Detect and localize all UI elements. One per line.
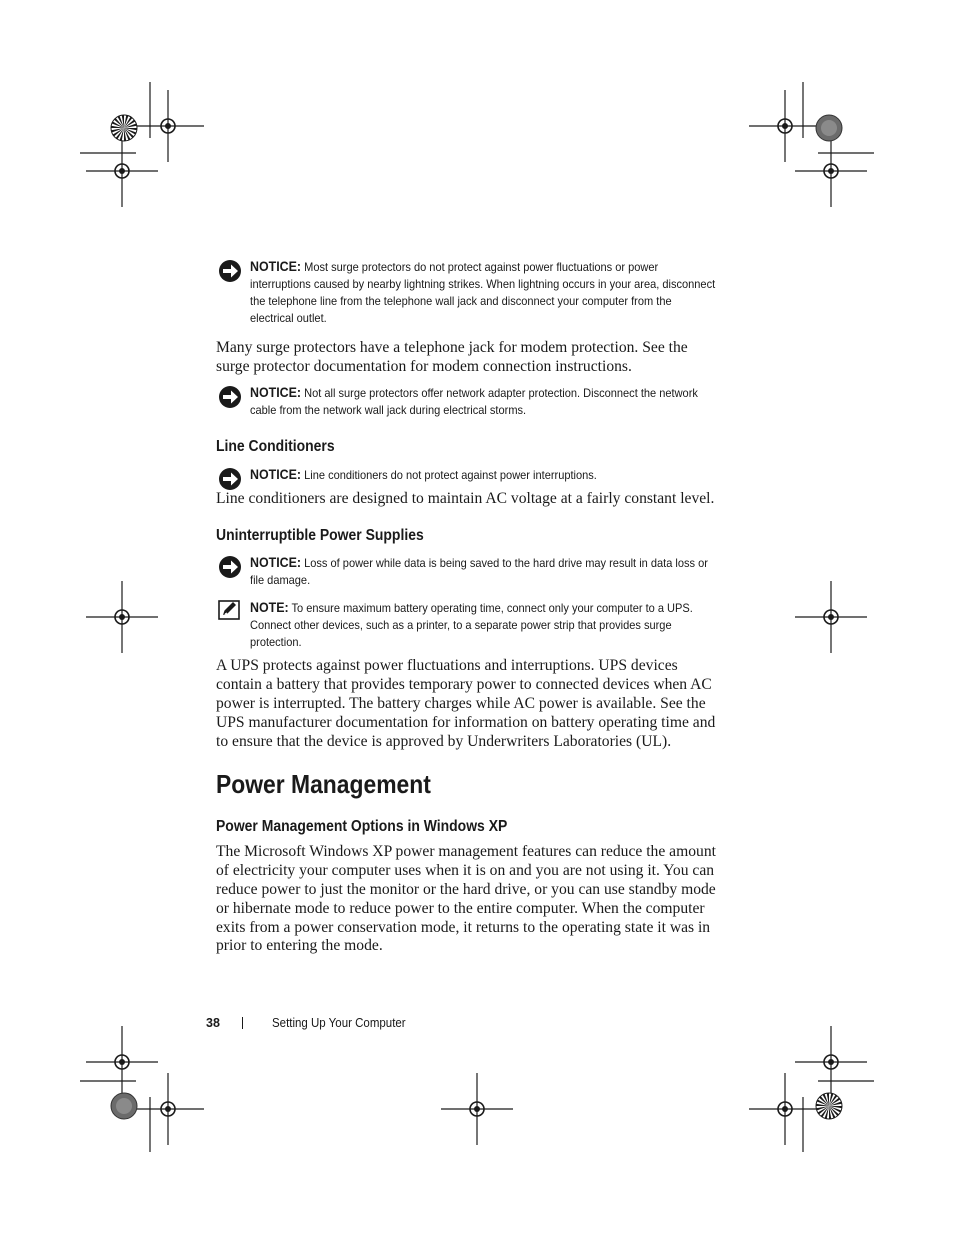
page-footer (206, 1016, 417, 1030)
notice-label: NOTICE: (250, 555, 302, 571)
notice-label: NOTICE: (250, 384, 302, 400)
notice-text: Line conditioners do not protect against power interruptions. (304, 467, 597, 482)
notice-surge (216, 258, 716, 327)
heading-line-conditioners: Line Conditioners (216, 437, 335, 455)
paragraph-ups: A UPS protects against power fluctuations and interruptions. UPS devices contain a battery that provides temporary power to connected devices when AC power is interrupted. The battery charges while AC power is available. See the UPS manufacturer documentation for information on battery operating time and to ensure that the device is approved by Underwriters Laboratories (UL). (216, 657, 716, 750)
notice-label: NOTICE: (250, 466, 302, 482)
notice-arrow-icon (218, 259, 242, 288)
notice-label: NOTICE: (250, 259, 302, 274)
note-text: To ensure maximum battery operating time, connect only your computer to a UPS. Connect other devices, such as a printer, to a separate power strip that provides surge protection. (250, 601, 693, 650)
notice-text: Loss of power while data is being saved to the hard drive may result in data loss or file damage. (250, 556, 708, 588)
heading-power-management: Power Management (216, 769, 431, 800)
paragraph-pm-xp: The Microsoft Windows XP power management features can reduce the amount of electricity your computer uses when it is on and you are not using it. You can reduce power to just the monitor or the hard drive, or you can use standby mode or hibernate mode to reduce power to the entire computer. When the computer exits from a power conservation mode, it returns to the operating state it was in prior to entering the mode. (216, 843, 716, 955)
footer-chapter-title: Setting Up Your Computer (272, 1016, 406, 1030)
heading-pm-options-xp: Power Management Options in Windows XP (216, 818, 508, 836)
notice-text: Most surge protectors do not protect against power fluctuations or power interruptions caused by nearby lightning strikes. When lightning occurs in your area, disconnect the telephone line from the telephone wall jack and disconnect your computer from the electrical outlet. (250, 260, 716, 325)
notice-data-loss (216, 554, 716, 589)
paragraph-line-conditioners: Line conditioners are designed to maintain AC voltage at a fairly constant level. (216, 489, 715, 507)
paragraph-surge-jack: Many surge protectors have a telephone jack for modem protection. See the surge protector documentation for modem connection instructions. (216, 339, 688, 375)
notice-line-conditioners (216, 466, 716, 484)
note-ups-battery (216, 599, 716, 651)
heading-ups: Uninterruptible Power Supplies (216, 527, 424, 545)
footer-divider (242, 1017, 243, 1029)
page-number: 38 (206, 1016, 220, 1030)
notice-text: Not all surge protectors offer network adapter protection. Disconnect the network cable from the network wall jack during electrical storms. (250, 385, 698, 417)
notice-arrow-icon (218, 467, 242, 496)
note-pencil-icon (218, 600, 240, 625)
page-body (216, 256, 716, 956)
notice-arrow-icon (218, 555, 242, 584)
notice-arrow-icon (218, 385, 242, 414)
note-label: NOTE: (250, 600, 289, 616)
notice-network (216, 384, 716, 419)
